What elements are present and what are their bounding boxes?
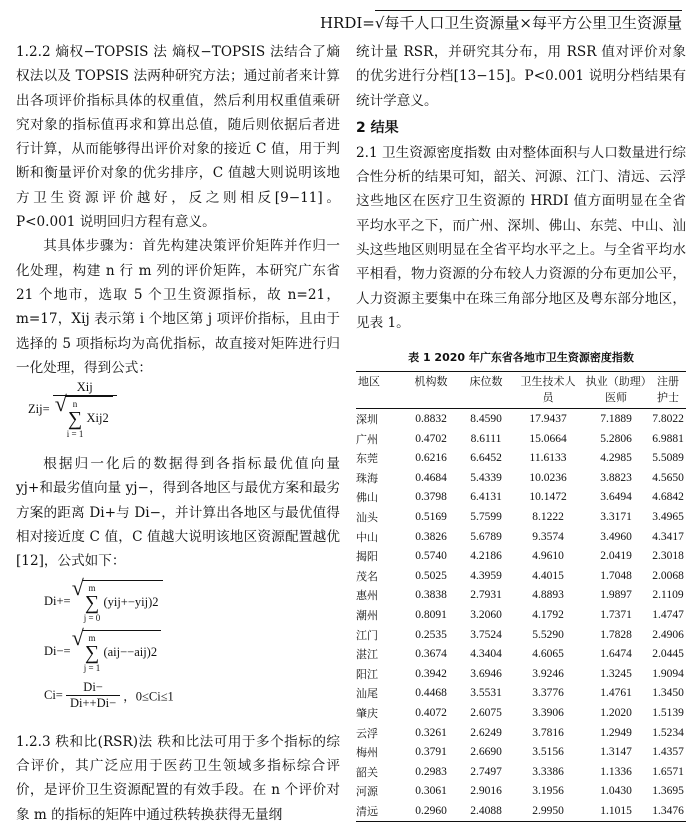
table-cell-value: 2.7931 [470,589,502,602]
table-cell-value: 1.3147 [600,746,632,759]
table-cell-value: 3.9246 [532,667,564,680]
table-cell-value: 2.4906 [652,628,684,641]
table-cell-value: 0.3674 [415,648,447,661]
table-cell-value: 4.2186 [470,550,502,563]
formula-dplus: Di+= √ m ∑ j = 0 (yij+−yij)2 [16,580,340,630]
table-cell-region: 佛山 [356,491,378,505]
col-header-beds: 床位数 [469,375,503,389]
table-cell-value: 15.0664 [529,432,567,445]
table-cell-value: 1.4761 [600,687,632,700]
table-cell-value: 2.0068 [652,569,684,582]
table-cell-region: 揭阳 [356,550,378,564]
formula-zij: Zij= Xij √ n ∑ i = 1 Xij2 [16,380,340,452]
table-cell-value: 4.3959 [470,569,502,582]
table-cell-value: 4.6842 [652,491,684,504]
table-cell-region: 韶关 [356,765,378,779]
table-cell-value: 8.1222 [532,511,564,524]
table-cell-value: 8.6111 [470,432,502,445]
table-cell-value: 3.3386 [532,765,564,778]
table-cell-value: 0.3791 [415,746,447,759]
table-cell-value: 2.4088 [470,804,502,817]
table-cell-value: 2.9016 [470,785,502,798]
table-cell-region: 汕尾 [356,687,378,701]
table-cell-value: 3.3776 [532,687,564,700]
left-column [16,40,340,827]
table-cell-region: 清远 [356,804,378,818]
table-cell-region: 江门 [356,628,378,642]
table-cell-value: 5.5089 [652,452,684,465]
table-cell-value: 1.4747 [652,609,684,621]
table-cell-value: 0.3942 [415,667,447,680]
formula-dminus: Di−= √ m ∑ j = 1 (aij−−aij)2 [16,630,340,680]
hrdi-formula [320,10,682,33]
table-cell-value: 1.5139 [652,706,684,719]
table-cell-value: 7.1889 [600,413,632,426]
table-cell-value: 3.3171 [600,511,632,524]
table-cell-value: 6.6452 [470,452,502,465]
table-cell-value: 9.3574 [532,530,564,543]
table-cell-value: 0.8091 [415,609,447,621]
table-cell-value: 3.5531 [470,687,502,700]
table-cell-value: 0.4072 [415,706,447,719]
table-row [356,409,686,429]
table-cell-value: 3.6946 [470,667,502,680]
table-row [356,742,686,762]
table-cell-value: 1.0430 [600,785,632,798]
table-cell-value: 1.4357 [652,746,684,759]
table-cell-value: 1.2020 [600,706,632,719]
table-cell-region: 珠海 [356,471,378,485]
table-cell-value: 1.3245 [600,667,632,680]
table-header-row [356,372,686,409]
table-cell-value: 0.2983 [415,765,447,778]
table-cell-value: 0.6216 [415,452,447,465]
section-heading-results: 2 结果 [356,119,399,136]
table-row [356,644,686,664]
paragraph-entropy-topsis: 1.2.2 熵权−TOPSIS 法 熵权−TOPSIS 法结合了熵权法以及 TOPSIS 法两种研究方法；通过前者来计算出各项评价指标具体的权重值，然后利用权重值乘研究对象的指标值再求和算出总值，随后则依据后者进行计算，从而能够得出评价对象的接近 C 值，用于判断和衡量评价对象的优劣排序，C 值越大则说明该地方卫生资源评价越好，反之则相反[9−11]。P<0.001 说明回归方程有意义。 [16,44,340,231]
table-cell-value: 1.6571 [652,765,684,778]
table-cell-value: 0.3261 [415,726,447,739]
col-header-institutions: 机构数 [414,375,448,389]
table-cell-value: 1.7048 [600,569,632,582]
table-cell-value: 1.9094 [652,667,684,680]
table-cell-value: 5.7599 [470,511,502,524]
table-body [356,409,686,821]
table-cell-value: 5.5290 [532,628,564,641]
table-cell-value: 3.4965 [652,511,684,524]
table-cell-region: 湛江 [356,648,378,662]
table-cell-value: 3.4960 [600,530,632,543]
table-row [356,566,686,586]
table-cell-value: 1.6474 [600,648,632,661]
table-cell-value: 0.3061 [415,785,447,798]
table-cell-region: 茂名 [356,569,378,583]
table-cell-value: 6.4131 [470,491,502,504]
table-row [356,586,686,606]
table-cell-value: 3.2060 [470,609,502,621]
table-cell-value: 2.6075 [470,706,502,719]
table-cell-value: 1.5234 [652,726,684,739]
table-row [356,801,686,821]
table-cell-value: 2.0445 [652,648,684,661]
table-cell-value: 0.3798 [415,491,447,504]
table-cell-value: 1.7371 [600,609,632,621]
table-cell-region: 河源 [356,785,378,799]
table-cell-value: 10.0236 [529,471,567,484]
table-cell-value: 3.7524 [470,628,502,641]
table-title: 表 1 2020 年广东省各地市卫生资源密度指数 [408,351,634,365]
table-cell-value: 4.1792 [532,609,564,621]
table-row [356,625,686,645]
table-cell-value: 11.6133 [529,452,567,465]
col-header-health-technicians: 卫生技术人员 [520,375,576,405]
table-cell-value: 4.6065 [532,648,564,661]
hrdi-lhs: HRDI= [319,14,375,32]
table-row [356,527,686,547]
table-cell-region: 阳江 [356,667,378,681]
table-row [356,429,686,449]
table-row [356,723,686,743]
table-cell-value: 0.4684 [415,471,447,484]
table-cell-value: 0.2960 [415,804,447,817]
table-cell-value: 1.1015 [600,804,632,817]
paragraph-optimal-vectors: 根据归一化后的数据得到各指标最优值向量 yj+和最劣值向量 yj−，得到各地区与最优方案和最劣方案的距离 Di+与 Di−，并计算出各地区与最优值得相对接近度 C 值，C 值越大说明该地区资源配置越优[12]，公式如下： [16,456,340,570]
table-cell-value: 2.7497 [470,765,502,778]
table-cell-region: 潮州 [356,609,378,622]
table-cell-region: 深圳 [356,413,378,427]
table-cell-value: 2.0419 [600,550,632,563]
table-cell-value: 5.4339 [470,471,502,484]
hrdi-table [356,371,686,821]
table-row [356,782,686,802]
table-cell-value: 0.3826 [415,530,447,543]
table-cell-value: 7.8022 [652,413,684,426]
table-cell-value: 1.3695 [652,785,684,798]
table-row [356,546,686,566]
table-cell-value: 4.3417 [652,530,684,543]
table-row [356,507,686,527]
table-cell-value: 3.7816 [532,726,564,739]
table-cell-value: 1.2949 [600,726,632,739]
table-row [356,664,686,684]
table-cell-value: 5.2806 [600,432,632,445]
table-cell-region: 惠州 [356,589,378,603]
table-cell-value: 0.5025 [415,569,447,582]
table-cell-region: 肇庆 [356,706,378,720]
table-row [356,684,686,704]
table-cell-value: 2.1109 [652,589,684,602]
table-cell-value: 1.1336 [600,765,632,778]
table-cell-value: 3.8823 [600,471,632,484]
table-cell-value: 3.6494 [600,491,632,504]
table-cell-region: 中山 [356,530,378,544]
table-cell-value: 0.5169 [415,511,447,524]
table-cell-region: 汕头 [356,511,378,525]
paragraph-rsr-continued: 统计量 RSR，并研究其分布，用 RSR 值对评价对象的优劣进行分档[13−15]。P<0.001 说明分档结果有统计学意义。 [356,44,686,109]
table-cell-value: 2.3018 [652,550,684,563]
table-cell-value: 3.1956 [532,785,564,798]
paragraph-hrdi-results: 2.1 卫生资源密度指数 由对整体面积与人口数量进行综合性分析的结果可知，韶关、河源、江门、清远、云浮这些地区在医疗卫生资源的 HRDI 值方面明显在全省平均水平之下，而广州、深圳、佛山、东莞、中山、汕头这些地区则明显在全省平均水平之上。与全省平均水平相看，物力资源的分布较人力资源的分布更加公平，人力资源主要集中在珠三角部分地区及粤东部分地区，见表 1。 [356,144,686,331]
table-cell-value: 10.1472 [529,491,567,504]
table-cell-value: 8.4590 [470,413,502,426]
table-cell-region: 梅州 [356,746,378,760]
table-cell-value: 4.9610 [532,550,564,563]
table-cell-value: 3.3906 [532,706,564,719]
table-cell-value: 5.6789 [470,530,502,543]
table-cell-value: 2.9950 [532,804,564,817]
table-cell-value: 6.9881 [652,432,684,445]
table-row [356,762,686,782]
table-cell-value: 4.4015 [532,569,564,582]
formula-ci: Ci= $\frac{Di-}{Di++Di-}$ ，0≤Ci≤1 [44,679,174,710]
right-column [356,40,686,822]
table-cell-value: 17.9437 [529,413,567,426]
table-row [356,488,686,508]
table-row [356,605,686,625]
table-cell-value: 2.6249 [470,726,502,739]
table-cell-value: 0.2535 [415,628,447,641]
table-row [356,448,686,468]
table-cell-region: 东莞 [356,452,378,466]
hrdi-radicand: √每千人口卫生资源量×每平方公里卫生资源量 [375,10,682,33]
col-header-region: 地区 [358,375,380,389]
table-cell-value: 0.4702 [415,432,447,445]
table-cell-value: 0.5740 [415,550,447,563]
paragraph-rsr: 1.2.3 秩和比(RSR)法 秩和比法可用于多个指标的综合评价，其广泛应用于医药卫生领域多指标综合评价，是评价卫生资源配置的有效手段。在 n 个评价对象 m 的指标的矩阵中通过秩转换获得无量纲 [16,733,340,823]
table-cell-value: 4.2985 [600,452,632,465]
table-row [356,468,686,488]
table-cell-value: 4.8893 [532,589,564,602]
table-cell-value: 1.3476 [652,804,684,817]
table-cell-region: 广州 [356,432,378,446]
paragraph-steps: 其具体步骤为：首先构建决策评价矩阵并作归一化处理，构建 n 行 m 列的评价矩阵，本研究广东省 21 个地市，选取 5 个卫生资源指标，故 n=21，m=17，Xij 表示第 i 个地区第 j 项评价指标，且由于选择的 5 项指标均为高优指标，故直接对矩阵进行归一化处理，得到公式： [16,238,340,376]
table-cell-region: 云浮 [356,726,378,740]
col-header-nurses: 注册护士 [657,375,679,405]
table-cell-value: 2.6690 [470,746,502,759]
table-cell-value: 1.7828 [600,628,632,641]
table-cell-value: 0.4468 [415,687,447,700]
table-cell-value: 3.5156 [532,746,564,759]
table-cell-value: 0.3838 [415,589,447,602]
table-cell-value: 4.3404 [470,648,502,661]
table-cell-value: 4.5650 [652,471,684,484]
table-row [356,703,686,723]
col-header-physicians: 执业（助理）医师 [585,375,647,405]
table-cell-value: 0.8832 [415,413,447,426]
table-cell-value: 1.9897 [600,589,632,602]
table-cell-value: 1.3450 [652,687,684,700]
